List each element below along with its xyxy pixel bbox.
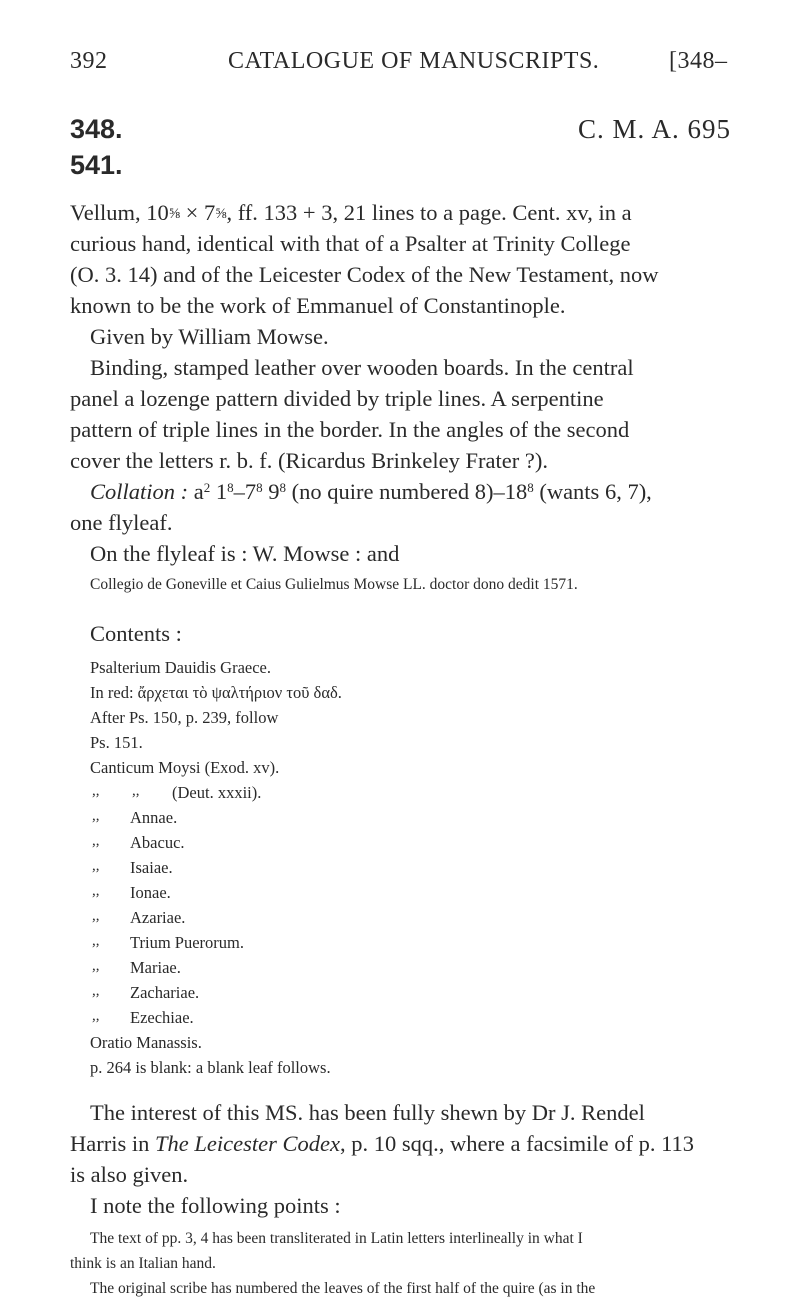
canticle-item: Azariae.: [130, 908, 186, 927]
point-2a: The original scribe has numbered the leaves of the first half of the quire (as in the: [90, 1280, 596, 1297]
ditto-mark: ,,: [92, 933, 100, 949]
shelfmark: C. M. A. 695: [577, 114, 731, 144]
notes-heading: I note the following points :: [90, 1193, 341, 1218]
contents-heading: Contents :: [90, 621, 182, 646]
ditto-mark: ,,: [92, 808, 100, 824]
binding-line-2: panel a lozenge pattern divided by triple lines. A serpentine: [70, 386, 604, 411]
contents-line: p. 264 is blank: a blank leaf follows.: [90, 1058, 331, 1077]
contents-line: (Deut. xxxii).: [172, 783, 262, 802]
running-title: CATALOGUE OF MANUSCRIPTS.: [228, 48, 600, 74]
canticle-item: Annae.: [130, 808, 178, 827]
ditto-mark: ,,: [92, 958, 100, 974]
ditto-mark: ,,: [92, 883, 100, 899]
ditto-mark: ,,: [92, 858, 100, 874]
description-line-4: known to be the work of Emmanuel of Constantinople.: [70, 293, 566, 318]
notes-line-2: Harris in The Leicester Codex, p. 10 sqq., where a facsimile of p. 113: [70, 1131, 695, 1156]
ditto-mark: ,,: [92, 833, 100, 849]
flyleaf-note: On the flyleaf is : W. Mowse : and: [90, 541, 400, 566]
canticle-item: Ionae.: [130, 883, 171, 902]
collation-line-2: one flyleaf.: [70, 510, 173, 535]
notes-line-1: The interest of this MS. has been fully shewn by Dr J. Rendel: [90, 1100, 645, 1125]
description-line-3: (O. 3. 14) and of the Leicester Codex of the New Testament, now: [70, 262, 659, 287]
binding-line-3: pattern of triple lines in the border. In the angles of the second: [70, 417, 630, 442]
james-number: 541.: [70, 150, 123, 180]
canticle-item: Trium Puerorum.: [130, 933, 244, 952]
flyleaf-inscription: Collegio de Goneville et Caius Gulielmus Mowse LL. doctor dono dedit 1571.: [90, 576, 578, 593]
notes-line-3: is also given.: [70, 1162, 189, 1187]
point-1b: think is an Italian hand.: [70, 1255, 216, 1272]
description-line-1: Vellum, 10⅝ × 7⅝, ff. 133 + 3, 21 lines to a page. Cent. xv, in a: [70, 200, 632, 225]
canticle-item: Mariae.: [130, 958, 181, 977]
canticle-item: Ezechiae.: [130, 1008, 194, 1027]
contents-line: Psalterium Dauidis Graece.: [90, 658, 271, 677]
point-1a: The text of pp. 3, 4 has been transliterated in Latin letters interlineally in what I: [90, 1230, 583, 1247]
ditto-mark: ,,: [92, 908, 100, 924]
description-line-2: curious hand, identical with that of a Psalter at Trinity College: [70, 231, 631, 256]
provenance: Given by William Mowse.: [90, 324, 329, 349]
collation: Collation : $a^2$ $1^8-7^8$ $9^8$ (no quire numbered $8)-18^8$ (wants 6, 7),: [90, 479, 652, 504]
contents-line: After Ps. 150, p. 239, follow: [90, 708, 279, 727]
binding-line-4: cover the letters r. b. f. (Ricardus Brinkeley Frater ?).: [70, 448, 548, 473]
contents-line: Oratio Manassis.: [90, 1033, 202, 1052]
binding-line-1: Binding, stamped leather over wooden boards. In the central: [90, 355, 634, 380]
ditto-mark: ,,: [92, 1008, 100, 1024]
contents-line: Canticum Moysi (Exod. xv).: [90, 758, 280, 777]
entry-number: 348.: [70, 114, 123, 144]
canticle-item: Zachariae.: [130, 983, 200, 1002]
ditto-mark: ,,: [132, 783, 140, 799]
canticle-item: Isaiae.: [130, 858, 173, 877]
entry-range: [348–: [669, 48, 728, 74]
page-number: 392: [70, 48, 108, 74]
canticle-item: Abacuc.: [130, 833, 185, 852]
ditto-mark: ,,: [92, 783, 100, 799]
ditto-mark: ,,: [92, 983, 100, 999]
contents-line: Ps. 151.: [90, 733, 143, 752]
contents-line: In red: ἄρχεται τὸ ψαλτήριον τοῦ δαδ.: [90, 683, 342, 702]
